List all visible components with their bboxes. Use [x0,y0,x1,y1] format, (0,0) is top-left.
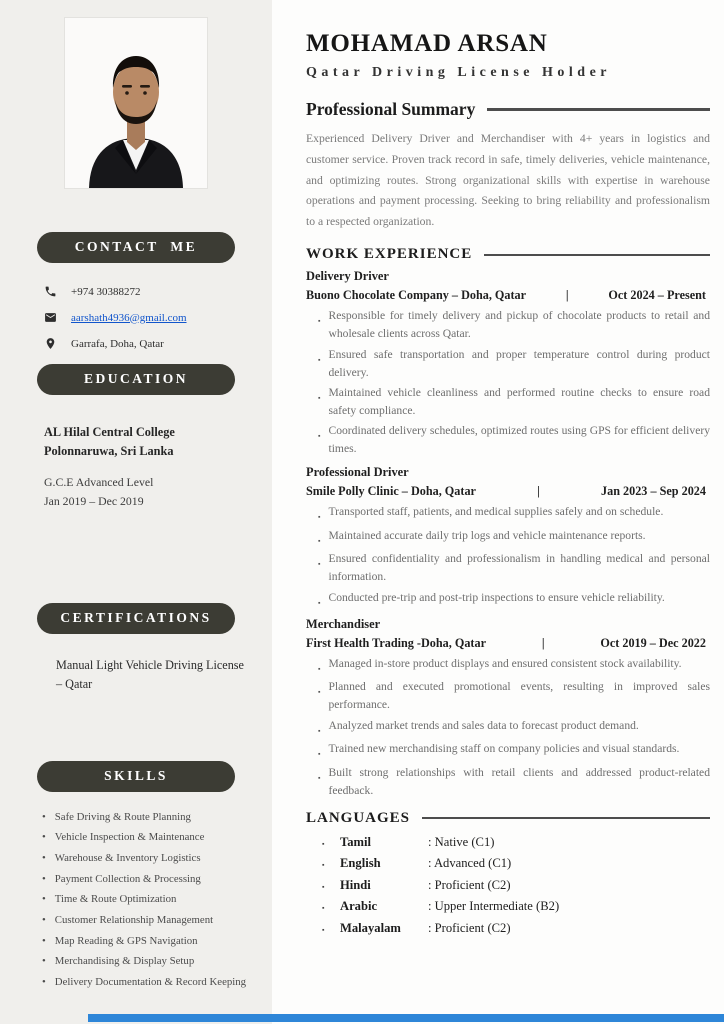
bullet-icon [42,934,46,949]
summary-text: Experienced Delivery Driver and Merchandiser with 4+ years in logistics and customer service. Proven track record in safe, timely deliveries, vehicle maintenance, and optimizing routes. Strong organizational skills with expertise in warehouse operations and payment processing. Seeking to bring reliability and professionalism to a respected organization. [306,132,710,229]
education-section-header: EDUCATION [37,364,235,395]
bullet-icon [318,678,320,714]
job-dates: Jan 2023 – Sep 2024 [601,484,706,499]
bullet-icon [42,810,46,825]
language-level: : Proficient (C2) [428,877,511,892]
person-illustration [65,18,207,188]
education-school: AL Hilal Central College [44,425,175,439]
job-entry [306,269,710,458]
languages-list [306,835,710,936]
job-entry [306,465,710,609]
heading-rule [487,108,710,111]
experience-heading: WORK EXPERIENCE [306,246,473,263]
bullet-icon [318,655,320,676]
email-icon [44,311,57,324]
job-dates: Oct 2019 – Dec 2022 [600,635,706,650]
summary-heading: Professional Summary [306,99,476,119]
language-item [322,899,710,914]
skill-label: Merchandising & Display Setup [54,955,195,968]
job-company-row [306,484,710,499]
bullet-text: Maintained vehicle cleanliness and performed routine checks to ensure road safety compliance. [328,386,710,417]
job-bullet [318,527,710,548]
skill-label: Customer Relationship Management [54,913,214,926]
skill-item [42,830,254,845]
bullet-text: Conducted pre-trip and post-trip inspections to ensure vehicle reliability. [328,590,665,604]
education-school-location: Polonnaruwa, Sri Lanka [44,444,174,459]
language-name: Malayalam [340,920,401,935]
footer-accent-bar [88,1014,724,1022]
skill-label: Time & Route Optimization [54,893,177,906]
language-name: Arabic [340,899,378,914]
skill-item [42,954,254,969]
job-bullet [318,422,710,458]
job-title: Merchandiser [306,616,381,631]
certification-item: Manual Light Vehicle Driving License – Qatar [56,657,244,692]
profile-photo [65,18,207,188]
languages-heading-row [306,810,710,827]
skill-label: Vehicle Inspection & Maintenance [54,831,205,844]
skills-section-header: SKILLS [37,761,235,792]
bullet-text: Planned and executed promotional events, resulting in improved sales performance. [328,680,710,712]
bullet-icon [42,954,46,969]
skill-label: Payment Collection & Processing [54,872,201,885]
jobs-list [306,269,710,800]
bullet-icon [42,872,46,887]
skill-item [42,913,254,928]
bullet-text: Built strong relationships with retail clients and addressed product-related feedback. [328,765,710,797]
skill-label: Delivery Documentation & Record Keeping [54,975,247,988]
skill-item [42,934,254,949]
bullet-icon [322,856,340,871]
bullet-text: Maintained accurate daily trip logs and vehicle maintenance reports. [328,528,646,542]
job-company-row [306,636,710,651]
candidate-subtitle: Qatar Driving License Holder [306,65,611,80]
languages-heading: LANGUAGES [306,809,411,826]
job-bullet [318,589,710,610]
bullet-icon [318,764,320,800]
language-item [322,856,710,871]
skill-item [42,975,254,990]
language-name: Hindi [340,877,371,892]
sidebar [0,0,272,1024]
job-separator: | [565,288,569,303]
bullet-icon [318,527,320,548]
job-bullet [318,384,710,420]
job-company-row [306,288,710,303]
language-item [322,878,710,893]
phone-number: +974 30388272 [71,285,141,298]
language-level: : Upper Intermediate (B2) [428,899,560,914]
bullet-text: Managed in-store product displays and ensured consistent stock availability. [328,656,682,670]
bullet-icon [318,589,320,610]
education-dates: Jan 2019 – Dec 2019 [44,493,144,508]
language-item [322,835,710,850]
job-bullet [318,655,710,676]
language-item [322,921,710,936]
bullet-icon [318,503,320,524]
job-bullet [318,764,710,800]
bullet-text: Trained new merchandising staff on company policies and visual standards. [328,742,680,756]
job-bullets [318,307,710,458]
bullet-icon [42,830,46,845]
job-bullet [318,740,710,761]
bullet-icon [42,913,46,928]
bullet-icon [318,346,320,382]
bullet-icon [318,384,320,420]
email-link[interactable]: aarshath4936@gmail.com [71,311,187,324]
education-block [0,395,272,511]
job-bullets [318,503,710,609]
main-column [272,0,724,1024]
job-bullet [318,346,710,382]
contact-section-header: CONTACT ME [37,232,235,263]
skill-item [42,872,254,887]
bullet-icon [42,851,46,866]
job-bullet [318,550,710,586]
skill-item [42,851,254,866]
job-title: Delivery Driver [306,269,389,284]
certifications-section-header: CERTIFICATIONS [37,603,235,634]
skill-label: Map Reading & GPS Navigation [54,934,198,947]
bullet-icon [42,975,46,990]
language-level: : Native (C1) [428,834,495,849]
contact-list [0,263,272,350]
job-bullet [318,503,710,524]
job-bullet [318,307,710,343]
job-separator: | [537,484,540,499]
skill-item [42,810,254,825]
bullet-text: Responsible for timely delivery and pickup of chocolate products to retail and wholesale clients across Qatar. [328,309,710,341]
bullet-icon [322,899,340,914]
bullet-icon [42,892,46,907]
language-name: English [340,856,381,871]
job-company: Smile Polly Clinic – Doha, Qatar [306,484,476,499]
bullet-icon [318,422,320,458]
bullet-text: Ensured confidentiality and professionalism in handling medical and personal information. [328,552,710,584]
job-bullet [318,678,710,714]
job-separator: | [541,635,545,650]
education-qualification: G.C.E Advanced Level [44,475,154,490]
skills-list [0,792,272,990]
language-level: : Advanced (C1) [428,856,512,871]
job-entry [306,617,710,800]
job-bullets [318,655,710,800]
skill-label: Safe Driving & Route Planning [54,810,191,823]
bullet-icon [318,307,320,343]
location-pin-icon [44,337,57,350]
language-name: Tamil [340,834,372,849]
bullet-text: Analyzed market trends and sales data to forecast product demand. [328,718,639,732]
bullet-icon [322,878,340,893]
bullet-text: Transported staff, patients, and medical supplies safely and on schedule. [328,505,664,519]
job-company: Buono Chocolate Company – Doha, Qatar [306,288,527,303]
language-level: : Proficient (C2) [428,920,511,935]
bullet-icon [322,921,340,936]
bullet-text: Ensured safe transportation and proper temperature control during product delivery. [328,347,710,379]
job-bullet [318,717,710,738]
job-company: First Health Trading -Doha, Qatar [306,635,486,650]
bullet-icon [318,740,320,761]
job-title: Professional Driver [306,465,409,480]
certifications-list [0,634,272,695]
bullet-icon [318,550,320,586]
bullet-text: Coordinated delivery schedules, optimized routes using GPS for efficient delivery times. [328,424,710,456]
skill-item [42,892,254,907]
skill-label: Warehouse & Inventory Logistics [54,852,201,865]
contact-phone-row [44,285,256,298]
location-text: Garrafa, Doha, Qatar [71,337,164,350]
candidate-name: MOHAMAD ARSAN [306,30,548,57]
phone-icon [44,285,57,298]
bullet-icon [322,835,340,850]
contact-location-row [44,337,256,350]
heading-rule [422,817,710,819]
contact-email-row [44,311,256,324]
bullet-icon [318,717,320,738]
job-dates: Oct 2024 – Present [608,288,706,303]
summary-heading-row [306,99,710,120]
heading-rule [484,254,710,256]
experience-heading-row [306,246,710,263]
